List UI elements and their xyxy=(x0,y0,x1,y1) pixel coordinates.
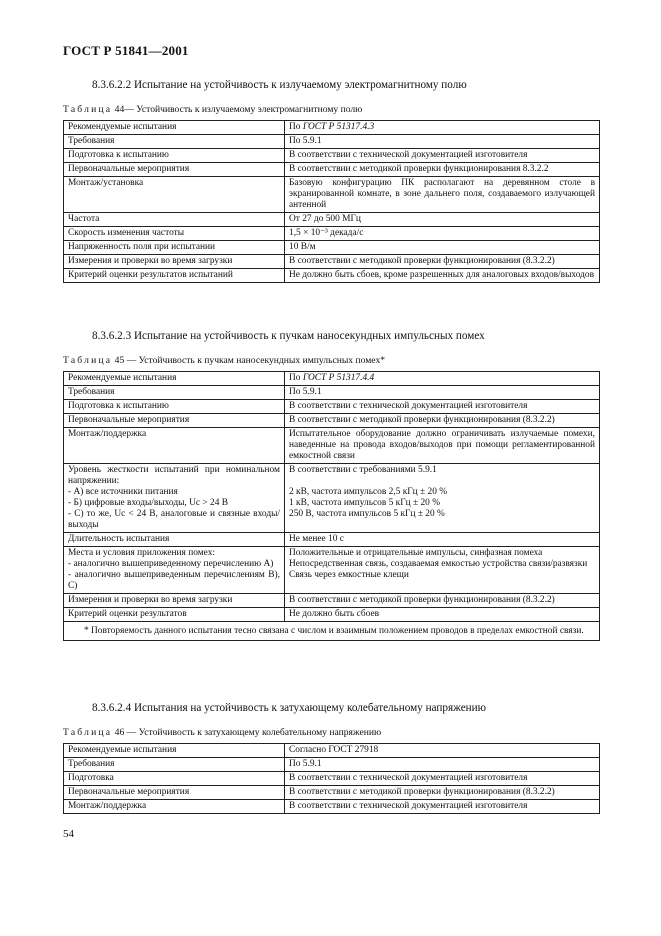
table-cell: Подготовка xyxy=(64,772,285,786)
cell-line: Места и условия приложения помех: xyxy=(68,548,216,558)
cell-line: - аналогично вышеприведенному перечислению А) xyxy=(68,559,274,569)
cell-line: Связь через емкостные клещи xyxy=(289,570,409,580)
table-cell: Рекомендуемые испытания xyxy=(64,121,285,135)
table-row xyxy=(64,772,600,786)
table-cell: Первоначальные мероприятия xyxy=(64,786,285,800)
table-row xyxy=(64,744,600,758)
table-cell: Подготовка к испытанию xyxy=(64,149,285,163)
table-cell xyxy=(64,464,285,533)
cell-text: По xyxy=(289,122,303,132)
table-row xyxy=(64,758,600,772)
table-cell: Монтаж/поддержка xyxy=(64,800,285,814)
table-cell: Первоначальные мероприятия xyxy=(64,414,285,428)
table-cell: Не менее 10 с xyxy=(285,533,600,547)
cell-line: 250 В, частота импульсов 5 кГц ± 20 % xyxy=(289,509,445,519)
standard-reference: ГОСТ Р 51317.4.4 xyxy=(302,373,375,383)
table-cell: В соответствии с методикой проверки функционирования (8.3.2.2) xyxy=(285,594,600,608)
cell-line: Положительные и отрицательные импульсы, синфазная помеха xyxy=(289,548,543,558)
table-cell: Критерий оценки результатов xyxy=(64,608,285,622)
table-cell: Длительность испытания xyxy=(64,533,285,547)
table-row xyxy=(64,177,600,213)
section-heading-8-3-6-2-2: 8.3.6.2.2 Испытание на устойчивость к излучаемому электромагнитному полю xyxy=(92,79,467,91)
table-row xyxy=(64,594,600,608)
table-cell: Рекомендуемые испытания xyxy=(64,744,285,758)
table-row xyxy=(64,547,600,594)
section-heading-8-3-6-2-4: 8.3.6.2.4 Испытания на устойчивость к затухающему колебательному напряжению xyxy=(92,702,486,714)
table-cell xyxy=(285,372,600,386)
table-45-caption xyxy=(63,355,385,366)
table-row xyxy=(64,269,600,283)
cell-line: - С) то же, Uc < 24 В, аналоговые и связные входы/выходы xyxy=(68,509,280,530)
table-row xyxy=(64,386,600,400)
table-cell: Рекомендуемые испытания xyxy=(64,372,285,386)
table-cell: По 5.9.1 xyxy=(285,135,600,149)
table-cell: Не должно быть сбоев xyxy=(285,608,600,622)
page-number: 54 xyxy=(63,828,74,840)
table-45 xyxy=(63,371,600,641)
table-cell: Измерения и проверки во время загрузки xyxy=(64,255,285,269)
table-cell: Испытательное оборудование должно ограничивать излучаемые помехи, наведенные на провода входов/выходов при помощи регламентированной емкостной связи xyxy=(285,428,600,464)
table-row xyxy=(64,414,600,428)
table-cell: В соответствии с технической документацией изготовителя xyxy=(285,400,600,414)
table-cell xyxy=(285,121,600,135)
table-cell xyxy=(285,547,600,594)
table-cell: В соответствии с методикой проверки функционирования (8.3.2.2) xyxy=(285,786,600,800)
table-cell xyxy=(285,464,600,533)
caption-word: Таблица xyxy=(63,104,113,115)
table-row xyxy=(64,800,600,814)
cell-line: В соответствии с требованиями 5.9.1 xyxy=(289,465,437,475)
table-cell: 10 В/м xyxy=(285,241,600,255)
table-cell: Подготовка к испытанию xyxy=(64,400,285,414)
table-footnote: * Повторяемость данного испытания тесно связана с числом и взаимным положением проводов в пределах емкостной связи. xyxy=(64,622,600,641)
table-cell: Скорость изменения частоты xyxy=(64,227,285,241)
table-row xyxy=(64,608,600,622)
table-cell xyxy=(64,547,285,594)
cell-line: - А) все источники питания xyxy=(68,487,178,497)
cell-line: 1 кВ, частота импульсов 5 кГц ± 20 % xyxy=(289,498,441,508)
cell-line: 2 кВ, частота импульсов 2,5 кГц ± 20 % xyxy=(289,487,448,497)
section-heading-8-3-6-2-3: 8.3.6.2.3 Испытание на устойчивость к пучкам наносекундных импульсных помех xyxy=(92,330,485,342)
cell-line: Уровень жесткости испытаний при номинальном напряжении: xyxy=(68,465,280,486)
table-cell: 1,5 × 10⁻³ декада/с xyxy=(285,227,600,241)
table-row xyxy=(64,372,600,386)
caption-word: Таблица xyxy=(63,727,113,738)
table-row xyxy=(64,428,600,464)
table-row xyxy=(64,255,600,269)
table-cell: Напряженность поля при испытании xyxy=(64,241,285,255)
table-cell: Согласно ГОСТ 27918 xyxy=(285,744,600,758)
table-cell: Базовую конфигурацию ПК располагают на деревянном столе в экранированной комнате, в зоне дальнего поля, создаваемого излучающей антенной xyxy=(285,177,600,213)
caption-word: Таблица xyxy=(63,355,113,366)
caption-text: 46 — Устойчивость к затухающему колебательному напряжению xyxy=(112,727,382,738)
caption-text: 45 — Устойчивость к пучкам наносекундных импульсных помех* xyxy=(112,355,386,366)
cell-text: По xyxy=(289,373,303,383)
table-row xyxy=(64,213,600,227)
table-cell: По 5.9.1 xyxy=(285,758,600,772)
table-cell: В соответствии с технической документацией изготовителя xyxy=(285,772,600,786)
table-44 xyxy=(63,120,600,283)
table-cell: В соответствии с технической документацией изготовителя xyxy=(285,800,600,814)
table-row xyxy=(64,227,600,241)
table-row xyxy=(64,464,600,533)
table-row xyxy=(64,121,600,135)
table-row xyxy=(64,241,600,255)
table-cell: Частота xyxy=(64,213,285,227)
table-46 xyxy=(63,743,600,814)
table-row xyxy=(64,786,600,800)
table-row xyxy=(64,533,600,547)
cell-line: - аналогично вышеприведенным перечислениям В), С) xyxy=(68,570,280,591)
document-header: ГОСТ Р 51841—2001 xyxy=(63,43,189,58)
table-row xyxy=(64,163,600,177)
table-cell: Требования xyxy=(64,758,285,772)
table-cell: В соответствии с методикой проверки функционирования (8.3.2.2) xyxy=(285,414,600,428)
table-cell: Критерий оценки результатов испытаний xyxy=(64,269,285,283)
table-44-caption xyxy=(63,104,362,115)
table-cell: В соответствии с методикой проверки функционирования 8.3.2.2 xyxy=(285,163,600,177)
table-note-row xyxy=(64,622,600,641)
table-cell: Измерения и проверки во время загрузки xyxy=(64,594,285,608)
caption-text: 44— Устойчивость к излучаемому электромагнитному полю xyxy=(112,104,363,115)
table-cell: От 27 до 500 МГц xyxy=(285,213,600,227)
table-cell: Первоначальные мероприятия xyxy=(64,163,285,177)
table-row xyxy=(64,149,600,163)
table-cell: Требования xyxy=(64,386,285,400)
table-row xyxy=(64,400,600,414)
standard-reference: ГОСТ Р 51317.4.3 xyxy=(302,122,375,132)
table-cell: Требования xyxy=(64,135,285,149)
table-cell: Не должно быть сбоев, кроме разрешенных для аналоговых входов/выходов xyxy=(285,269,600,283)
table-cell: Монтаж/установка xyxy=(64,177,285,213)
table-row xyxy=(64,135,600,149)
table-cell: По 5.9.1 xyxy=(285,386,600,400)
table-cell: В соответствии с технической документацией изготовителя xyxy=(285,149,600,163)
cell-line: - Б) цифровые входы/выходы, Uc > 24 В xyxy=(68,498,228,508)
table-cell: Монтаж/поддержка xyxy=(64,428,285,464)
table-cell: В соответствии с методикой проверки функционирования (8.3.2.2) xyxy=(285,255,600,269)
table-46-caption xyxy=(63,727,381,738)
cell-line: Непосредственная связь, создаваемая емкостью устройства связи/развязки xyxy=(289,559,588,569)
